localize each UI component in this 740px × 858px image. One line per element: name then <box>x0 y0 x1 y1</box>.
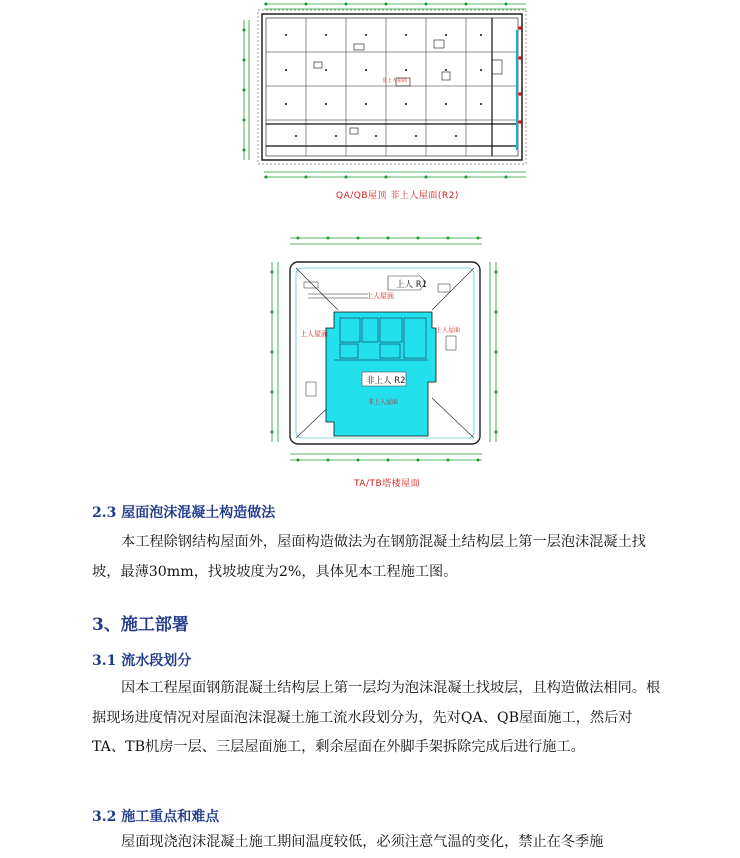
section-3-2-body: 屋面现浇泡沫混凝土施工期间温度较低，必须注意气温的变化，禁止在冬季施 <box>121 834 604 850</box>
section-2-3-body: 本工程除钢结构屋面外，屋面构造做法为在钢筋混凝土结构层上第一层泡沫混凝土找坡，最薄30mm，找坡坡度为2%，具体见本工程施工图。 <box>92 534 646 580</box>
right-roof-label: 上人屋面 <box>436 327 461 334</box>
figure1-caption: QA/QB屋顶 非上人屋面(R2) <box>336 191 459 201</box>
section-3-1-heading: 3.1 流水段划分 <box>92 653 192 669</box>
section-3-1-body: 因本工程屋面钢筋混凝土结构层上第一层均为泡沫混凝土找坡层，且构造做法相同。根据现场进度情况对屋面泡沫混凝土施工流水段划分为，先对QA、QB屋面施工，然后对TA、TB机房一层、三层屋面施工，剩余屋面在外脚手架拆除完成后进行施工。 <box>92 680 661 755</box>
r2-tag-label: 非上人屋面 <box>368 399 399 406</box>
section-3-2-heading: 3.2 施工重点和难点 <box>92 809 220 825</box>
r1-label: 上人 R1 <box>396 280 428 290</box>
roof-plan-qa-qb-drawing <box>236 0 532 186</box>
figure2-caption: TA/TB塔楼屋面 <box>354 479 421 489</box>
roof-area-label: 非上人屋面 <box>382 78 408 84</box>
roof-plan-ta-tb-drawing <box>268 232 500 474</box>
r1-tag-label: 上人屋面 <box>366 292 394 300</box>
section-3-heading: 3、施工部署 <box>92 615 189 635</box>
section-2-3-heading: 2.3 屋面泡沫混凝土构造做法 <box>92 505 276 521</box>
left-roof-label: 上人屋面 <box>300 330 328 338</box>
r2-label: 非上人 R2 <box>366 376 406 386</box>
